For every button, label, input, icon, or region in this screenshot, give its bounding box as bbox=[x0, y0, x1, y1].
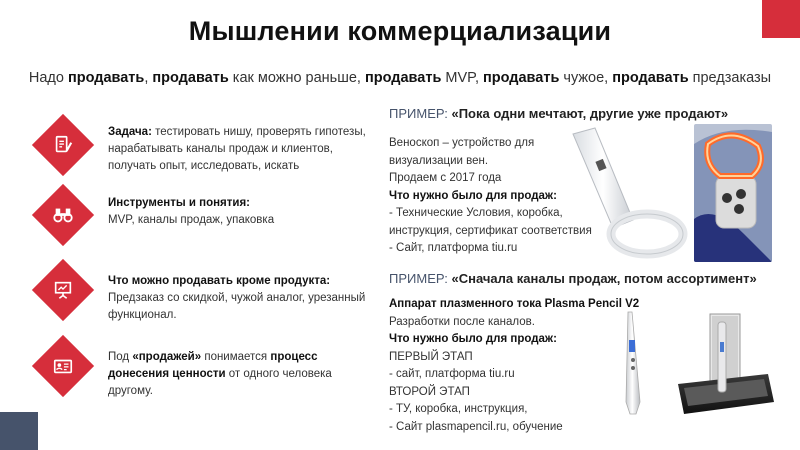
slide-subtitle: Надо продавать, продавать как можно раньше, продавать MVP, продавать чужое, продавать предзаказы bbox=[28, 70, 772, 86]
example1-line: - Сайт, платформа tiu.ru bbox=[389, 242, 518, 254]
task-text: тестировать нишу, проверять гипотезы, нарабатывать каналы продаж и клиентов, получать опыт, исследовать, искать bbox=[108, 126, 366, 172]
sell-block bbox=[108, 273, 370, 324]
example1-line: - Технические Условия, коробка, bbox=[389, 207, 563, 219]
example2-line: - ТУ, коробка, инструкция, bbox=[389, 403, 528, 415]
example2-line: Что нужно было для продаж: bbox=[389, 333, 557, 345]
document-pen-icon bbox=[48, 130, 78, 160]
id-card-icon bbox=[48, 351, 78, 381]
example1-line: Продаем с 2017 года bbox=[389, 172, 502, 184]
corner-accent-bottom-left bbox=[0, 412, 38, 450]
plasma-pencil-product-image bbox=[618, 302, 776, 420]
example2-text bbox=[389, 296, 649, 436]
example1-line: Веноскоп – устройство для bbox=[389, 137, 535, 149]
tools-text: MVP, каналы продаж, упаковка bbox=[108, 214, 275, 226]
example1-line: визуализации вен. bbox=[389, 154, 489, 167]
task-heading: Задача: bbox=[108, 126, 152, 138]
example2-line: ВТОРОЙ ЭТАП bbox=[389, 385, 470, 398]
venoscope-device-image bbox=[565, 122, 690, 262]
presentation-board-icon bbox=[48, 275, 78, 305]
example2-line: Аппарат плазменного тока Plasma Pencil V2 bbox=[389, 298, 640, 310]
example2-line: ПЕРВЫЙ ЭТАП bbox=[389, 350, 473, 363]
binoculars-icon bbox=[48, 200, 78, 230]
example2-line: - Сайт plasmapencil.ru, обучение bbox=[389, 420, 563, 433]
example2-line: - сайт, платформа tiu.ru bbox=[389, 368, 515, 380]
definition-block: Под «продажей» понимается процесс донесения ценности от одного человека другому. bbox=[108, 351, 332, 397]
sell-heading: Что можно продавать кроме продукта: bbox=[108, 275, 331, 287]
sell-text: Предзаказ со скидкой, чужой аналог, урезанный функционал. bbox=[108, 292, 366, 321]
example1-line: инструкция, сертификат соответствия bbox=[389, 224, 592, 237]
slide-title: Мышлении коммерциализации bbox=[188, 16, 612, 46]
example2-heading: ПРИМЕР: «Сначала каналы продаж, потом ассортимент» bbox=[389, 271, 757, 286]
tools-heading: Инструменты и понятия: bbox=[108, 197, 250, 209]
example1-heading: ПРИМЕР: «Пока одни мечтают, другие уже продают» bbox=[389, 106, 729, 121]
example1-line: Что нужно было для продаж: bbox=[389, 189, 557, 202]
task-block bbox=[108, 124, 370, 175]
example2-line: Разработки после каналов. bbox=[389, 315, 535, 328]
tools-block bbox=[108, 195, 370, 229]
venoscope-usage-photo bbox=[694, 124, 772, 262]
